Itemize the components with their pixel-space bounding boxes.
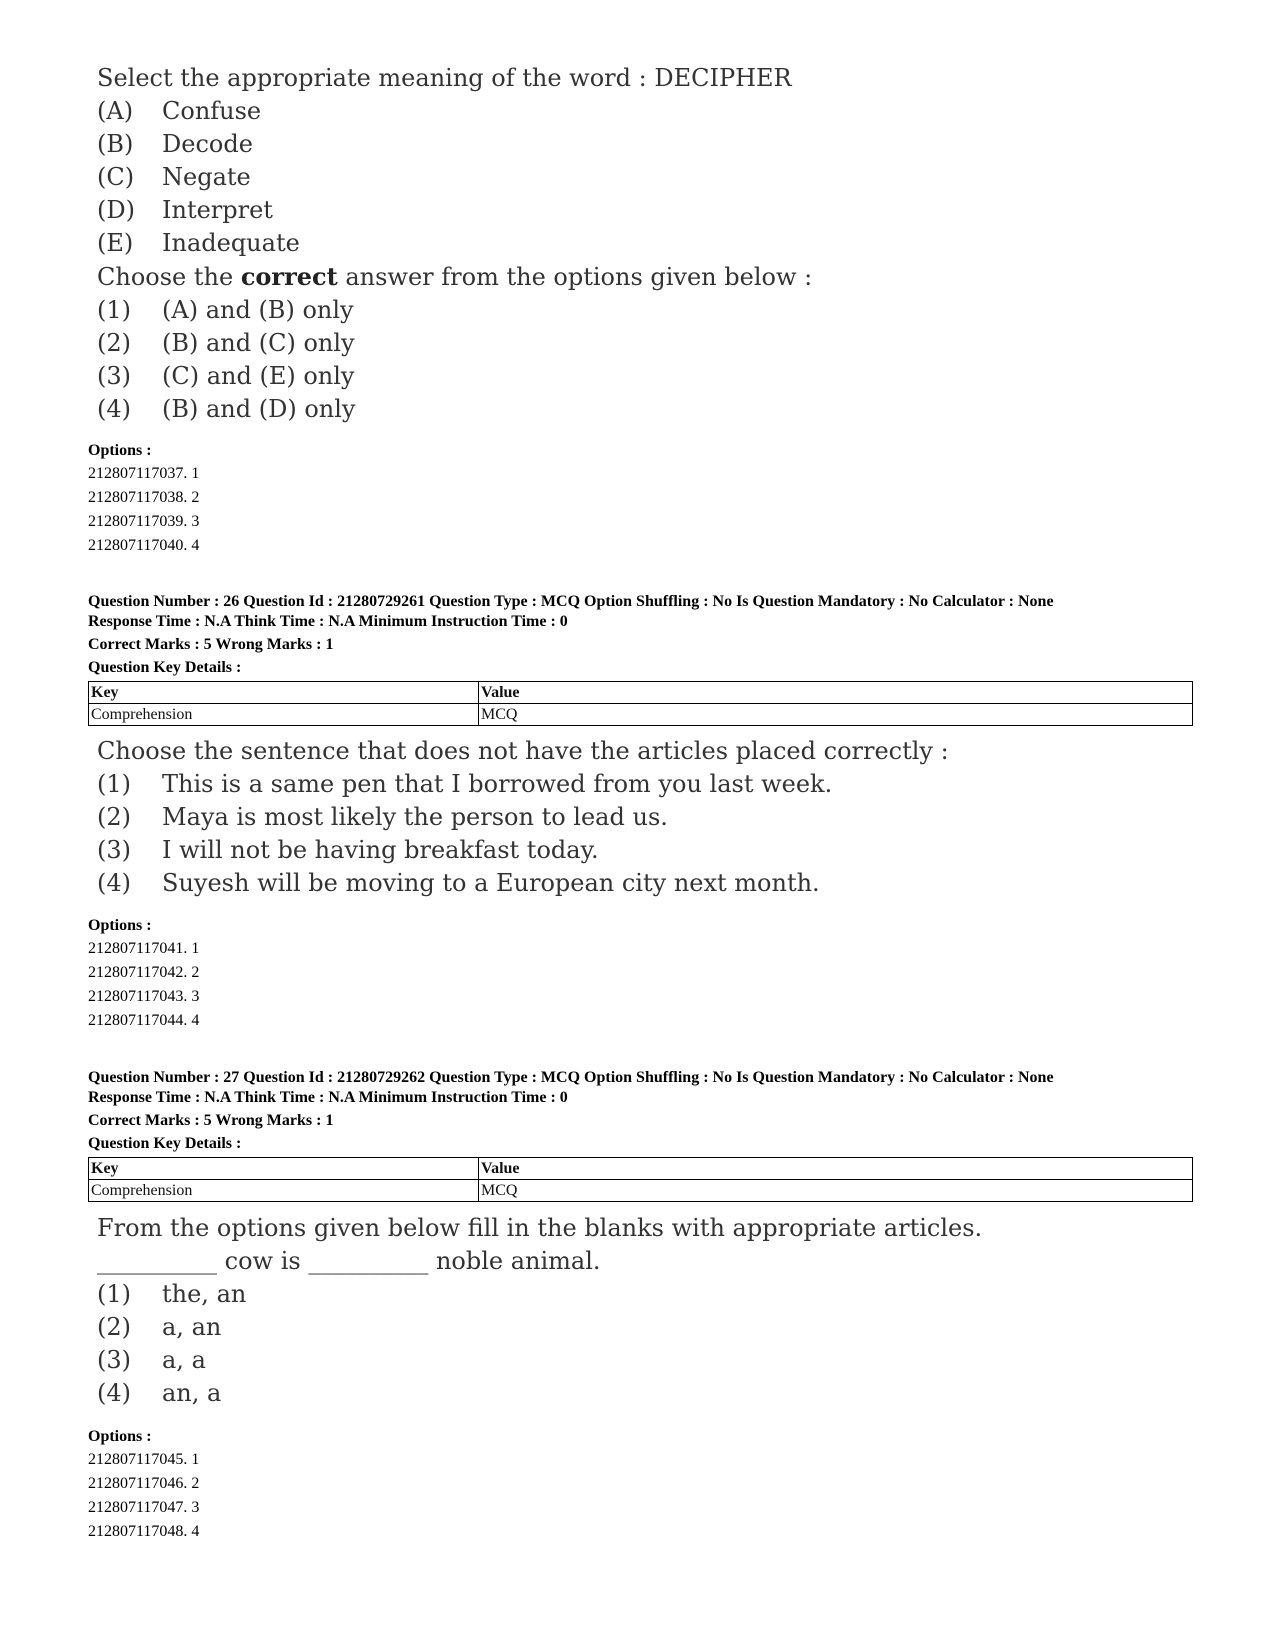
q25-choose-instruction	[97, 260, 812, 294]
q25-answer-2	[97, 327, 812, 360]
item-label: (D)	[97, 196, 135, 224]
q27-key-details: Question Key Details :	[88, 1135, 242, 1152]
q26-meta	[88, 592, 1054, 678]
answer-text: (C) and (E) only	[162, 362, 355, 390]
choose-pre: Choose the	[97, 263, 234, 291]
table-header-key: Key	[89, 1158, 479, 1180]
q27-meta	[88, 1068, 1054, 1154]
q27-stem: From the options given below fill in the blanks with appropriate articles.	[97, 1214, 983, 1242]
answer-label: (2)	[97, 1313, 131, 1341]
q26-key-table	[88, 681, 1193, 726]
item-text: Negate	[162, 163, 251, 191]
answer-text: the, an	[162, 1280, 247, 1308]
option-id: 212807117037. 1	[88, 465, 200, 482]
answer-text: Suyesh will be moving to a European city next month.	[162, 869, 820, 897]
q27-answer-4	[97, 1377, 982, 1410]
answer-label: (1)	[97, 1280, 131, 1308]
answer-label: (4)	[97, 869, 131, 897]
option-id: 212807117044. 4	[88, 1012, 200, 1029]
answer-label: (3)	[97, 362, 131, 390]
q25-question-image	[97, 62, 812, 426]
choose-post: answer from the options given below :	[345, 263, 813, 291]
answer-label: (1)	[97, 770, 131, 798]
table-cell-value: MCQ	[479, 704, 1193, 726]
q27-answer-2	[97, 1311, 982, 1344]
q25-item-c	[97, 161, 812, 194]
answer-label: (1)	[97, 296, 131, 324]
q26-key-details: Question Key Details :	[88, 659, 242, 676]
option-id: 212807117045. 1	[88, 1451, 200, 1468]
item-text: Confuse	[162, 97, 262, 125]
option-id: 212807117038. 2	[88, 489, 200, 506]
table-header-row	[89, 1158, 1193, 1180]
table-header-key: Key	[89, 682, 479, 704]
table-row	[89, 704, 1193, 726]
q27-meta-line1: Question Number : 27 Question Id : 21280729262 Question Type : MCQ Option Shuffling : No Is Question Mandatory : No Calculator : None	[88, 1069, 1054, 1086]
q27-question-image	[97, 1212, 982, 1410]
q26-answer-2	[97, 801, 949, 834]
item-label: (A)	[97, 97, 134, 125]
q26-answer-1	[97, 768, 949, 801]
item-text: Interpret	[162, 196, 273, 224]
q27-stem-blanks: __________ cow is __________ noble animal.	[97, 1247, 601, 1275]
q27-answer-1	[97, 1278, 982, 1311]
item-label: (E)	[97, 229, 134, 257]
q25-answer-4	[97, 393, 812, 426]
answer-label: (4)	[97, 395, 131, 423]
q25-answer-1	[97, 294, 812, 327]
item-label: (B)	[97, 130, 134, 158]
answer-text: (A) and (B) only	[162, 296, 354, 324]
q25-answer-3	[97, 360, 812, 393]
q25-item-d	[97, 194, 812, 227]
answer-text: an, a	[162, 1379, 222, 1407]
table-cell-value: MCQ	[479, 1180, 1193, 1202]
item-text: Decode	[162, 130, 253, 158]
table-header-value: Value	[479, 1158, 1193, 1180]
q27-answer-3	[97, 1344, 982, 1377]
answer-text: a, a	[162, 1346, 206, 1374]
answer-label: (2)	[97, 803, 131, 831]
answer-text: (B) and (D) only	[162, 395, 356, 423]
answer-label: (4)	[97, 1379, 131, 1407]
table-row	[89, 1180, 1193, 1202]
table-cell-key: Comprehension	[89, 704, 479, 726]
answer-text: Maya is most likely the person to lead us.	[162, 803, 668, 831]
table-cell-key: Comprehension	[89, 1180, 479, 1202]
option-id: 212807117046. 2	[88, 1475, 200, 1492]
q26-question-image	[97, 735, 949, 900]
choose-bold: correct	[240, 262, 338, 291]
q25-item-b	[97, 128, 812, 161]
q26-answer-3	[97, 834, 949, 867]
q26-marks: Correct Marks : 5 Wrong Marks : 1	[88, 636, 334, 653]
answer-label: (2)	[97, 329, 131, 357]
q26-meta-line2: Response Time : N.A Think Time : N.A Minimum Instruction Time : 0	[88, 613, 568, 630]
option-id: 212807117043. 3	[88, 988, 200, 1005]
option-id: 212807117039. 3	[88, 513, 200, 530]
q26-options	[88, 915, 199, 1033]
q27-meta-line2: Response Time : N.A Think Time : N.A Minimum Instruction Time : 0	[88, 1089, 568, 1106]
answer-text: I will not be having breakfast today.	[162, 836, 599, 864]
q27-options	[88, 1426, 199, 1544]
q25-item-e	[97, 227, 812, 260]
q27-marks: Correct Marks : 5 Wrong Marks : 1	[88, 1112, 334, 1129]
answer-text: (B) and (C) only	[162, 329, 355, 357]
q26-meta-line1: Question Number : 26 Question Id : 21280729261 Question Type : MCQ Option Shuffling : No Is Question Mandatory : No Calculator : None	[88, 593, 1054, 610]
q27-key-table	[88, 1157, 1193, 1202]
option-id: 212807117040. 4	[88, 537, 200, 554]
option-id: 212807117048. 4	[88, 1523, 200, 1540]
options-title: Options :	[88, 917, 152, 934]
table-header-value: Value	[479, 682, 1193, 704]
answer-label: (3)	[97, 836, 131, 864]
q26-stem: Choose the sentence that does not have the articles placed correctly :	[97, 737, 949, 765]
answer-label: (3)	[97, 1346, 131, 1374]
options-title: Options :	[88, 442, 152, 459]
options-title: Options :	[88, 1428, 152, 1445]
item-label: (C)	[97, 163, 135, 191]
q25-item-a	[97, 95, 812, 128]
q25-stem: Select the appropriate meaning of the word : DECIPHER	[97, 64, 792, 92]
q25-options	[88, 440, 199, 558]
item-text: Inadequate	[162, 229, 300, 257]
option-id: 212807117042. 2	[88, 964, 200, 981]
q26-answer-4	[97, 867, 949, 900]
answer-text: This is a same pen that I borrowed from you last week.	[162, 770, 833, 798]
table-header-row	[89, 682, 1193, 704]
option-id: 212807117047. 3	[88, 1499, 200, 1516]
answer-text: a, an	[162, 1313, 222, 1341]
option-id: 212807117041. 1	[88, 940, 200, 957]
